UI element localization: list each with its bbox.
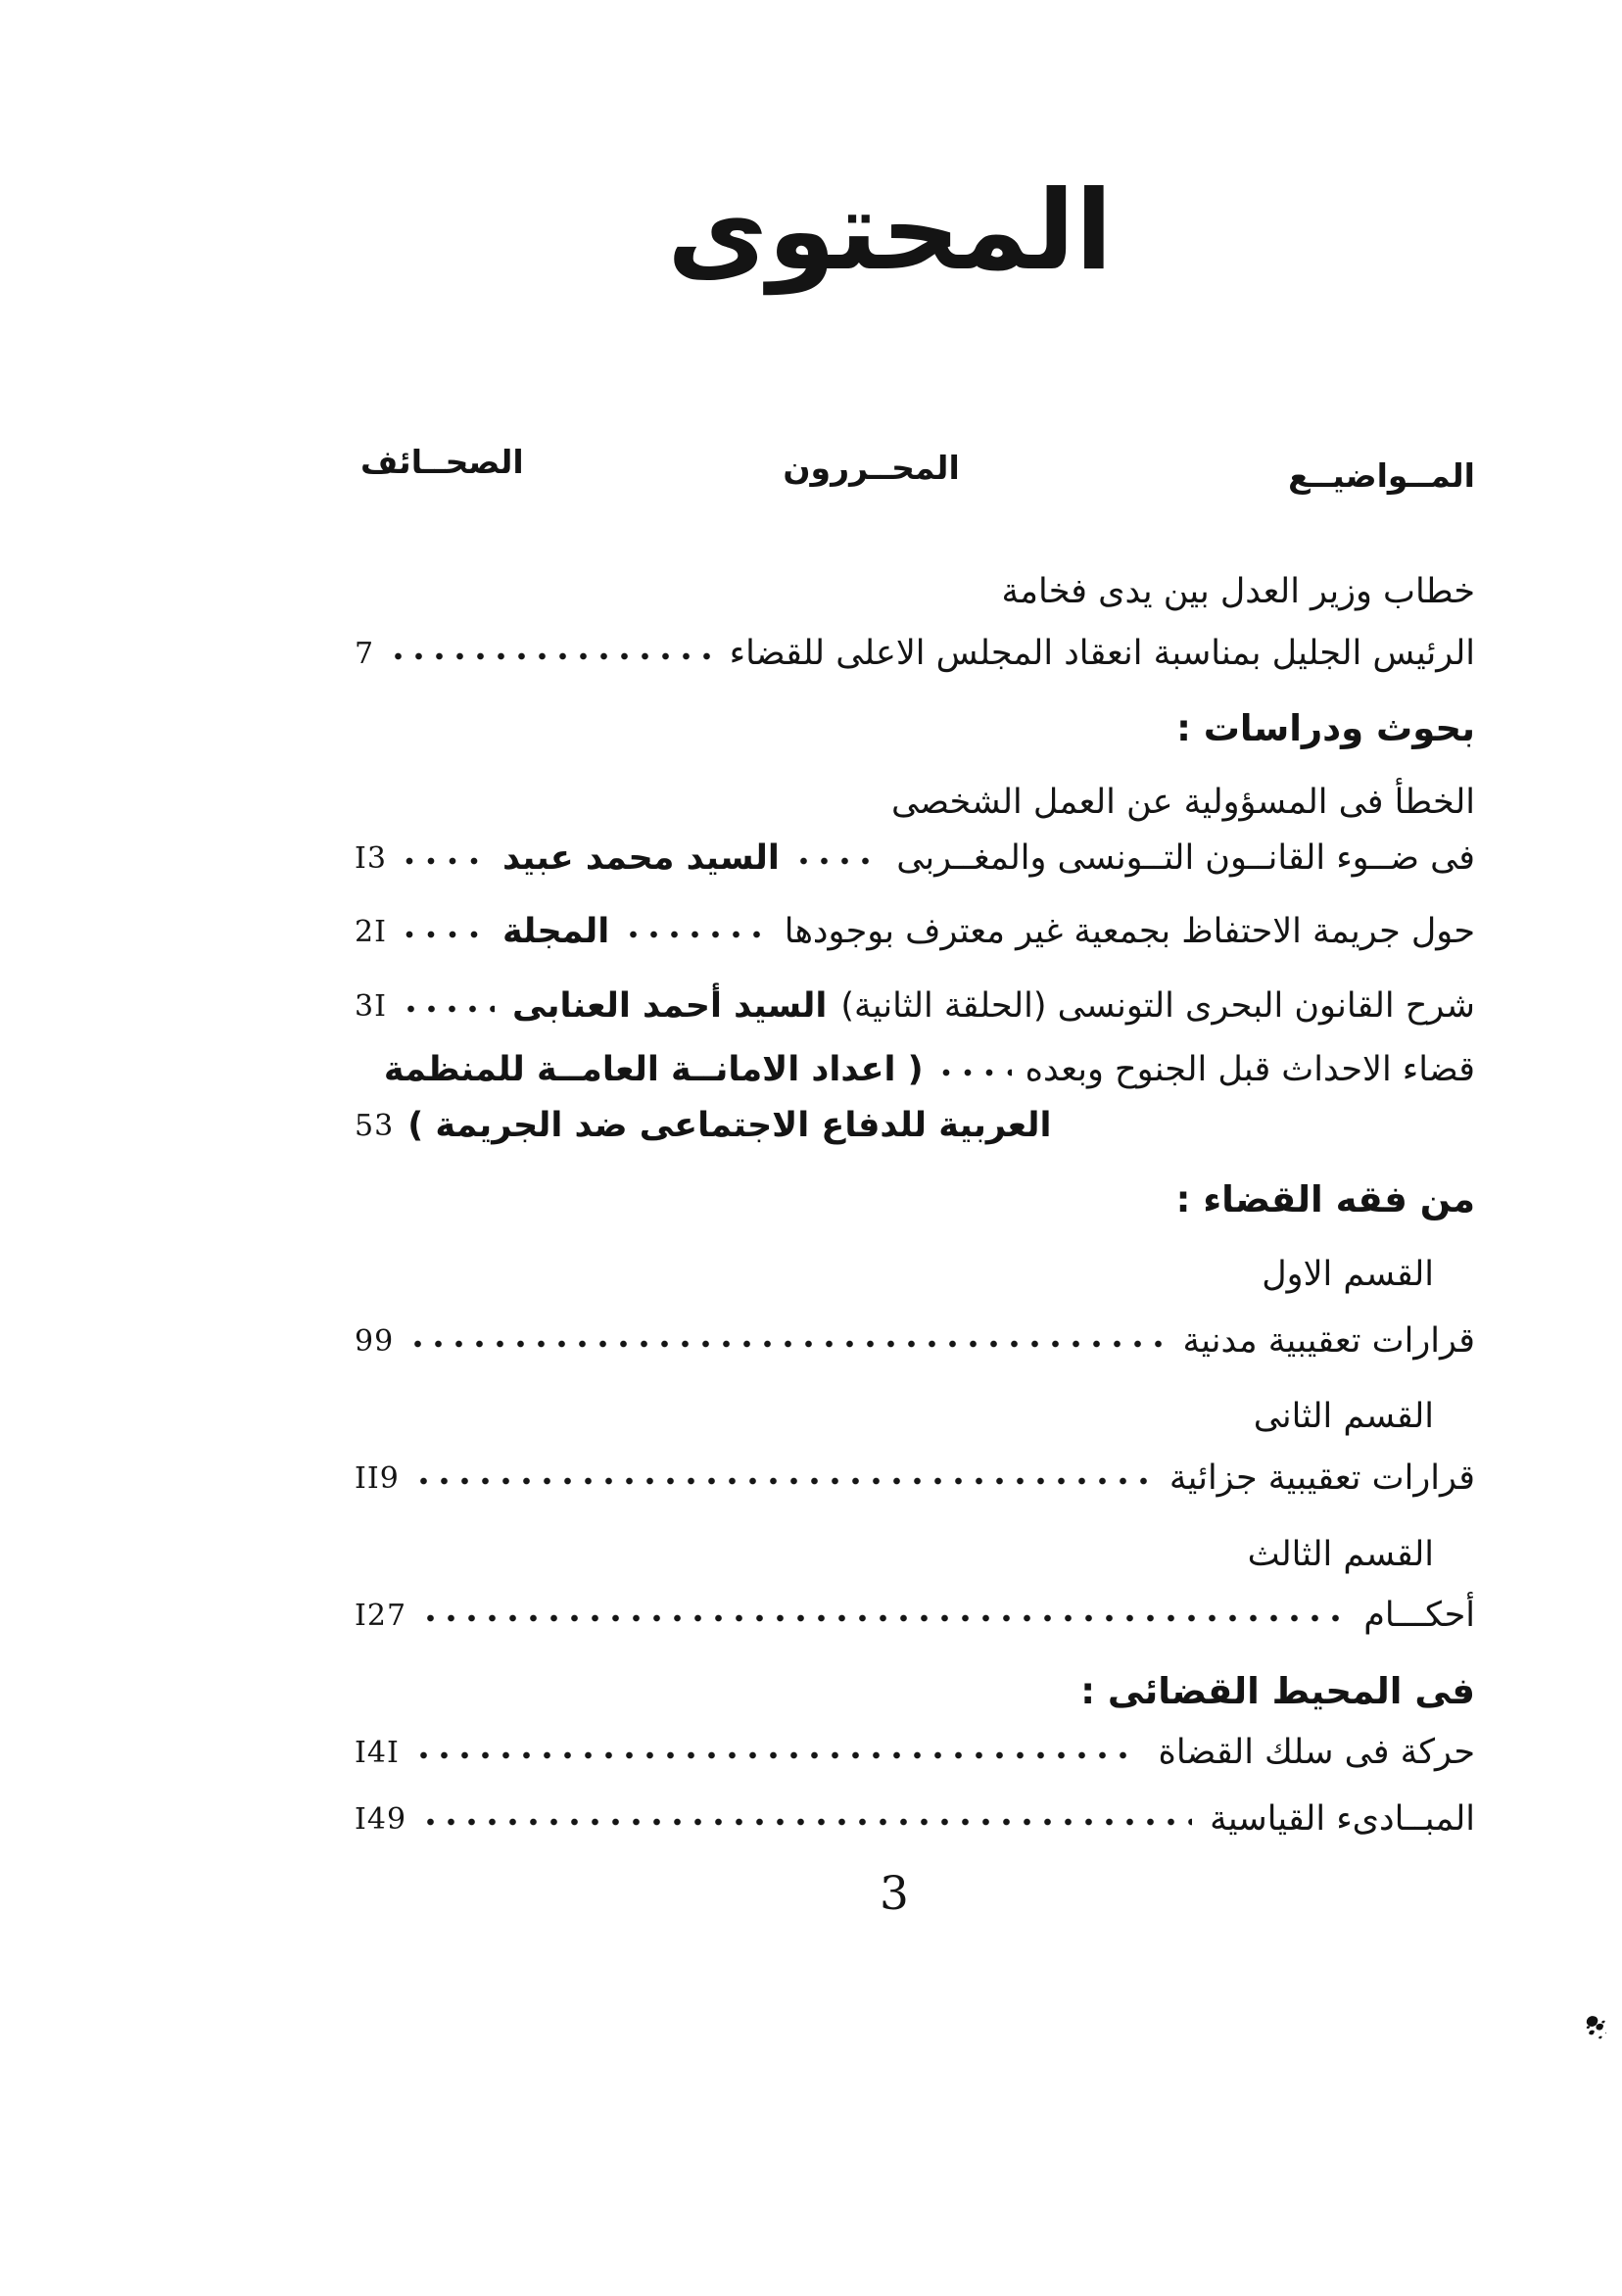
editor-name: السيد محمد عبيد <box>501 838 780 878</box>
entry-association <box>355 903 1475 960</box>
page-number: 3I <box>355 988 387 1024</box>
entry-title: المبــادىء القياسية <box>1210 1799 1475 1839</box>
entry-title: فى ضــوء القانــون التــونسى والمغــربى <box>896 838 1475 878</box>
page-number: 7 <box>355 636 375 671</box>
book-contents-title: المحتوى <box>667 167 1113 295</box>
page-number: I27 <box>355 1598 407 1633</box>
subsection-part1: القسم الاول <box>1262 1255 1434 1294</box>
column-header-pages: الصحــائف <box>360 443 524 481</box>
page-number: 99 <box>355 1323 395 1359</box>
dot-leader <box>420 1817 1192 1827</box>
dot-leader <box>399 856 489 866</box>
dot-leader <box>407 1339 1165 1349</box>
folio-page-number: 3 <box>880 1867 909 1921</box>
subsection-part3: القسم الثالث <box>1247 1535 1434 1574</box>
entry-title: شرح القانون البحرى التونسى (الحلقة الثانية) <box>840 986 1475 1026</box>
entry-juvenile-line2 <box>355 1097 1475 1154</box>
editor-name: ( اعداد الامانــة العامــة للمنظمة <box>383 1050 924 1089</box>
dot-leader <box>399 930 489 939</box>
section-fiqh: من فقه القضاء : <box>1175 1178 1475 1220</box>
page-number: I4I <box>355 1735 400 1770</box>
dot-leader <box>420 1613 1346 1623</box>
section-research: بحوث ودراسات : <box>1176 707 1475 749</box>
dot-leader <box>623 930 767 939</box>
entry-criminal-decisions <box>355 1450 1475 1507</box>
entry-title: الرئيس الجليل بمناسبة انعقاد المجلس الاعلى للقضاء <box>729 634 1475 673</box>
page-number: II9 <box>355 1460 400 1496</box>
entry-speech-line2 <box>355 625 1475 682</box>
entry-juvenile-line1 <box>355 1041 1475 1098</box>
section-judicial: فى المحيط القضائى : <box>1080 1670 1475 1712</box>
dot-leader <box>413 1750 1141 1760</box>
editor-name: العربية للدفاع الاجتماعى ضد الجريمة ) <box>407 1106 1052 1145</box>
page-number: 53 <box>355 1108 395 1143</box>
editor-name: السيد أحمد العنابى <box>511 986 828 1026</box>
entry-fault-line2 <box>355 830 1475 886</box>
editor-name: المجلة <box>501 912 610 951</box>
ink-blot-mark <box>1586 2015 1599 2029</box>
dot-leader <box>401 1004 495 1014</box>
entry-title: قرارات تعقيبية مدنية <box>1182 1321 1475 1361</box>
entry-maritime <box>355 978 1475 1034</box>
column-header-topics: المــواضيــع <box>1288 456 1475 495</box>
dot-leader <box>935 1068 1012 1077</box>
entry-standard-principles <box>355 1791 1475 1847</box>
page-number: 2I <box>355 914 387 949</box>
entry-title: قضاء الاحداث قبل الجنوح وبعده <box>1025 1050 1475 1089</box>
entry-title: أحكـــام <box>1363 1596 1475 1635</box>
entry-rulings <box>355 1587 1475 1644</box>
entry-judges-movement <box>355 1724 1475 1781</box>
dot-leader <box>388 651 712 661</box>
entry-civil-decisions <box>355 1313 1475 1369</box>
dot-leader <box>793 856 879 866</box>
entry-speech-line1: خطاب وزير العدل بين يدى فخامة <box>1001 572 1475 611</box>
subsection-part2: القسم الثانى <box>1253 1397 1434 1436</box>
entry-title: قرارات تعقيبية جزائية <box>1169 1459 1475 1498</box>
dot-leader <box>413 1476 1152 1486</box>
column-header-editors: المحــررون <box>783 449 960 487</box>
entry-title: حركة فى سلك القضاة <box>1158 1733 1475 1772</box>
page-number: I49 <box>355 1801 407 1837</box>
column-headers <box>355 443 1475 502</box>
entry-title: حول جريمة الاحتفاظ بجمعية غير معترف بوجودها <box>784 912 1475 951</box>
page-number: I3 <box>355 840 387 876</box>
entry-fault-line1: الخطأ فى المسؤولية عن العمل الشخصى <box>891 783 1475 822</box>
